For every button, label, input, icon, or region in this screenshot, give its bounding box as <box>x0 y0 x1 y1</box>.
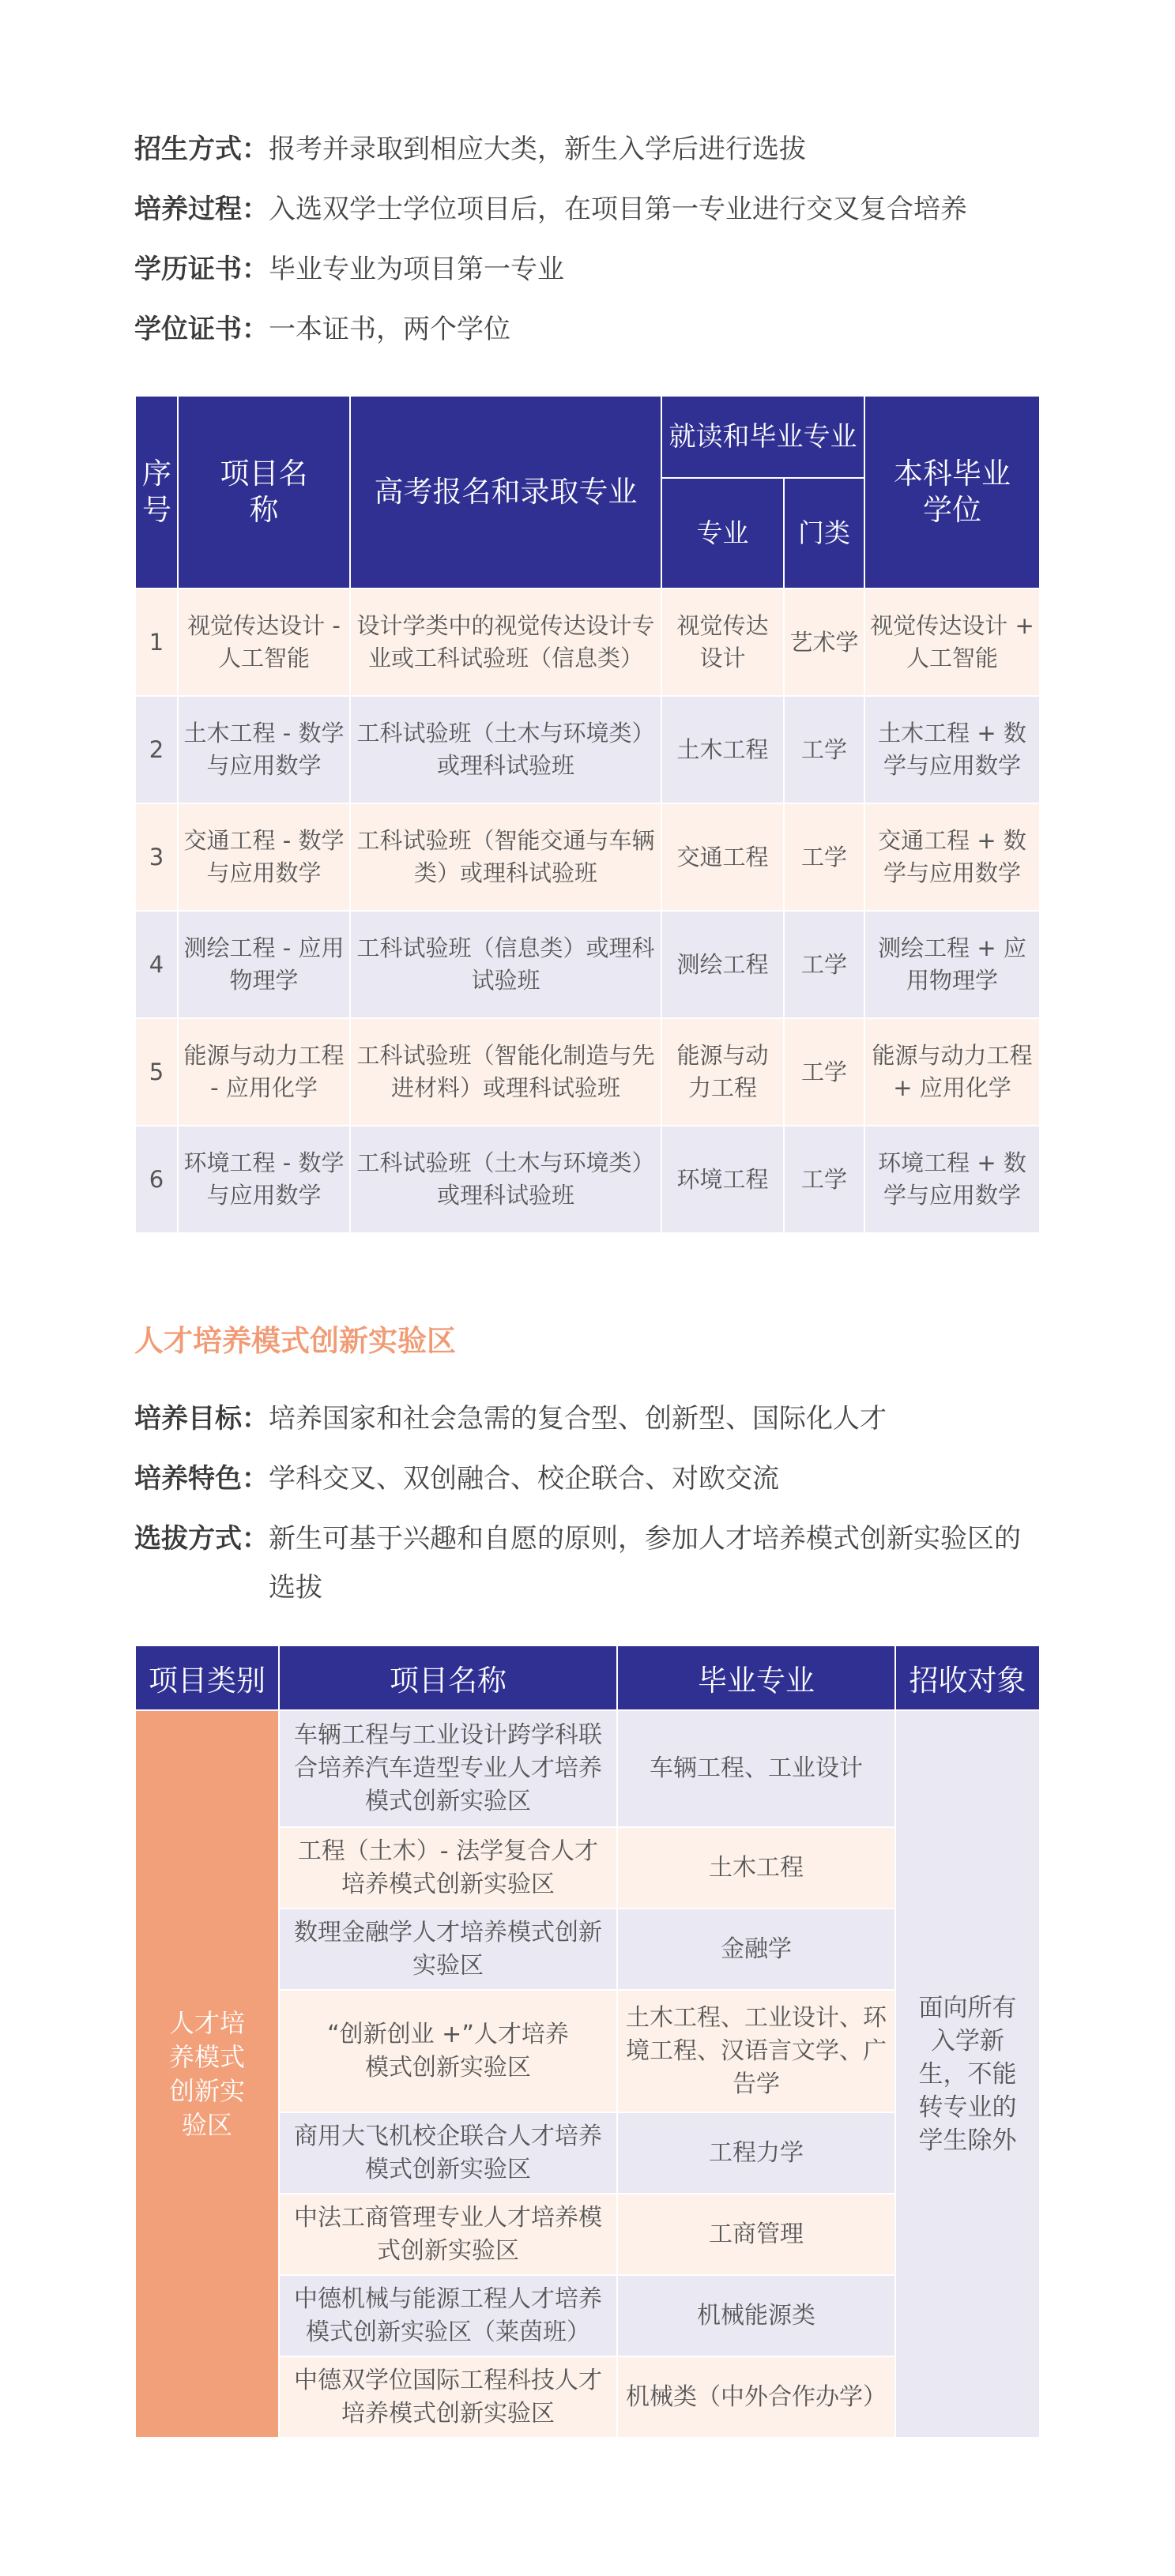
section-title: 人才培养模式创新实验区 <box>134 1324 456 1358</box>
innovation-info <box>134 1394 1039 1612</box>
row-major: 交通工程 <box>661 803 784 911</box>
row-category: 艺术学 <box>784 589 864 696</box>
info-row-selection <box>134 1514 1039 1612</box>
info-label: 培养特色： <box>134 1463 269 1495</box>
row-exam: 工科试验班（土木与环境类）或理科试验班 <box>350 1126 661 1233</box>
table-row <box>135 1710 1040 1827</box>
info-row-diploma <box>134 245 1039 294</box>
col-header-major: 毕业专业 <box>617 1645 895 1710</box>
row-exam: 工科试验班（智能化制造与先进材料）或理科试验班 <box>350 1018 661 1126</box>
info-value: 入选双学士学位项目后，在项目第一专业进行交叉复合培养 <box>269 194 967 225</box>
row-degree: 土木工程 + 数学与应用数学 <box>864 696 1040 803</box>
row-major: 机械类（中外合作办学） <box>617 2356 895 2438</box>
col-header-study: 就读和毕业专业 <box>661 396 864 478</box>
info-label: 学历证书： <box>134 254 269 285</box>
row-no: 5 <box>135 1018 178 1126</box>
info-row-feature <box>134 1454 1039 1503</box>
row-degree: 视觉传达设计 + 人工智能 <box>864 589 1040 696</box>
row-degree: 测绘工程 + 应用物理学 <box>864 911 1040 1018</box>
row-major: 工程力学 <box>617 2112 895 2194</box>
row-category: 工学 <box>784 803 864 911</box>
info-label: 学位证书： <box>134 314 269 345</box>
row-no: 3 <box>135 803 178 911</box>
col-header-exam: 高考报名和录取专业 <box>350 396 661 589</box>
row-name: 商用大飞机校企联合人才培养模式创新实验区 <box>279 2112 617 2194</box>
table-row <box>135 911 1040 1018</box>
info-label: 招生方式： <box>134 134 269 165</box>
col-header-target: 招收对象 <box>895 1645 1040 1710</box>
row-degree: 交通工程 + 数学与应用数学 <box>864 803 1040 911</box>
table-row <box>135 696 1040 803</box>
row-name: 能源与动力工程 - 应用化学 <box>178 1018 350 1126</box>
info-row-goal <box>134 1394 1039 1443</box>
info-row-admission <box>134 125 1039 174</box>
row-name: 数理金融学人才培养模式创新实验区 <box>279 1908 617 1990</box>
row-no: 1 <box>135 589 178 696</box>
col-header-name: 项目名称 <box>178 396 350 589</box>
row-exam: 工科试验班（信息类）或理科试验班 <box>350 911 661 1018</box>
info-value: 学科交叉、双创融合、校企联合、对欧交流 <box>269 1463 779 1495</box>
admission-info <box>134 125 1039 354</box>
info-row-degree <box>134 305 1039 354</box>
table-row <box>135 589 1040 696</box>
enrollment-target: 面向所有入学新生，不能转专业的学生除外 <box>895 1710 1040 2438</box>
col-header-no: 序号 <box>135 396 178 589</box>
col-header-major: 专业 <box>661 478 784 589</box>
table-row <box>135 1126 1040 1233</box>
info-label: 培养目标： <box>134 1403 269 1435</box>
row-exam: 工科试验班（智能交通与车辆类）或理科试验班 <box>350 803 661 911</box>
row-category: 工学 <box>784 1126 864 1233</box>
row-exam: 工科试验班（土木与环境类）或理科试验班 <box>350 696 661 803</box>
info-label: 培养过程： <box>134 194 269 225</box>
info-value: 报考并录取到相应大类，新生入学后进行选拔 <box>269 134 806 165</box>
col-header-degree: 本科毕业学位 <box>864 396 1040 589</box>
col-header-name: 项目名称 <box>279 1645 617 1710</box>
row-major: 测绘工程 <box>661 911 784 1018</box>
row-name: 车辆工程与工业设计跨学科联合培养汽车造型专业人才培养模式创新实验区 <box>279 1710 617 1827</box>
info-value: 培养国家和社会急需的复合型、创新型、国际化人才 <box>269 1403 887 1435</box>
row-name: “创新创业 +”人才培养模式创新实验区 <box>279 1990 617 2112</box>
row-category: 工学 <box>784 1018 864 1126</box>
row-major: 车辆工程、工业设计 <box>617 1710 895 1827</box>
table-row <box>135 803 1040 911</box>
row-major: 环境工程 <box>661 1126 784 1233</box>
project-category: 人才培养模式创新实验区 <box>135 1710 279 2438</box>
row-category: 工学 <box>784 696 864 803</box>
row-degree: 能源与动力工程 + 应用化学 <box>864 1018 1040 1126</box>
row-major: 能源与动力工程 <box>661 1018 784 1126</box>
double-degree-table <box>134 395 1041 1234</box>
row-name: 工程（土木）- 法学复合人才培养模式创新实验区 <box>279 1827 617 1908</box>
info-value: 毕业专业为项目第一专业 <box>269 254 564 285</box>
row-name: 交通工程 - 数学与应用数学 <box>178 803 350 911</box>
info-value: 新生可基于兴趣和自愿的原则，参加人才培养模式创新实验区的选拔 <box>269 1523 1021 1604</box>
col-header-category: 门类 <box>784 478 864 589</box>
row-name: 中法工商管理专业人才培养模式创新实验区 <box>279 2194 617 2275</box>
row-name: 视觉传达设计 - 人工智能 <box>178 589 350 696</box>
row-major: 工商管理 <box>617 2194 895 2275</box>
row-name: 中德双学位国际工程科技人才培养模式创新实验区 <box>279 2356 617 2438</box>
row-exam: 设计学类中的视觉传达设计专业或工科试验班（信息类） <box>350 589 661 696</box>
row-major: 土木工程 <box>661 696 784 803</box>
row-no: 2 <box>135 696 178 803</box>
row-category: 工学 <box>784 911 864 1018</box>
row-name: 测绘工程 - 应用物理学 <box>178 911 350 1018</box>
row-major: 土木工程 <box>617 1827 895 1908</box>
row-no: 6 <box>135 1126 178 1233</box>
row-major: 金融学 <box>617 1908 895 1990</box>
row-major: 机械能源类 <box>617 2275 895 2356</box>
row-major: 视觉传达设计 <box>661 589 784 696</box>
col-header-category: 项目类别 <box>135 1645 279 1710</box>
info-label: 选拔方式： <box>134 1523 269 1555</box>
row-no: 4 <box>135 911 178 1018</box>
row-name: 环境工程 - 数学与应用数学 <box>178 1126 350 1233</box>
info-row-training <box>134 185 1039 234</box>
table-row <box>135 1018 1040 1126</box>
info-value: 一本证书，两个学位 <box>269 314 510 345</box>
row-major: 土木工程、工业设计、环境工程、汉语言文学、广告学 <box>617 1990 895 2112</box>
row-name: 土木工程 - 数学与应用数学 <box>178 696 350 803</box>
innovation-zone-table <box>134 1645 1041 2439</box>
row-degree: 环境工程 + 数学与应用数学 <box>864 1126 1040 1233</box>
row-name: 中德机械与能源工程人才培养模式创新实验区（莱茵班） <box>279 2275 617 2356</box>
